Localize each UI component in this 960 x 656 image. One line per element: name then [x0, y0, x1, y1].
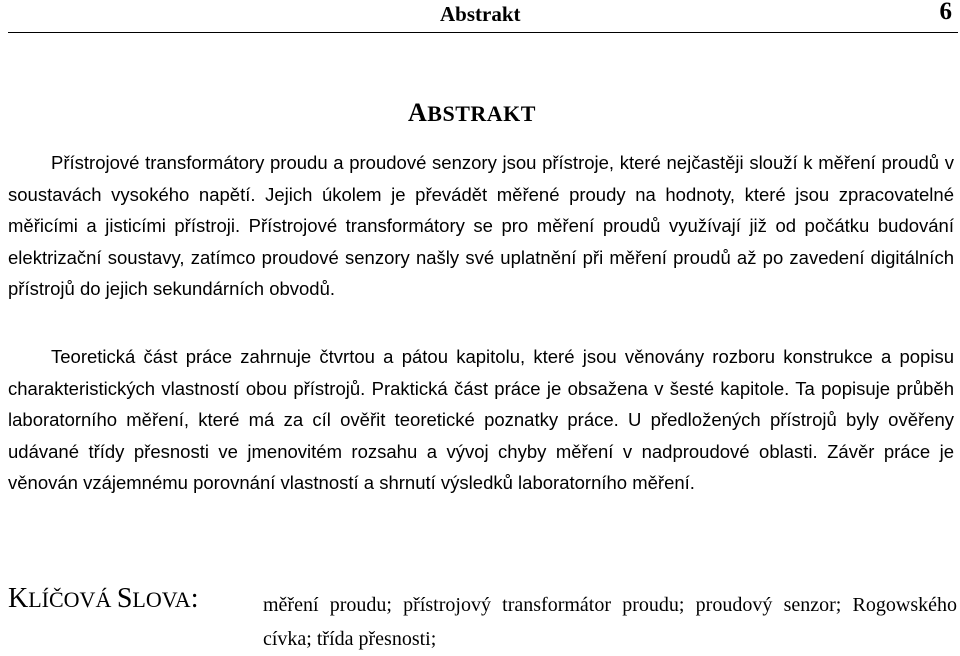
abstract-paragraph-2-text: Teoretická část práce zahrnuje čtvrtou a pátou kapitolu, které jsou věnovány rozboru konstrukce a popisu charakteristických vlastností obou přístrojů. Praktická část práce je obsažena v šesté kapitole. Ta popisuje průběh laboratorního měření, které má za cíl ověřit teoretické poznatky práce. U předložených přístrojů byly ověřeny udávané třídy přesnosti ve jmenovitém rozsahu a vývoj chyby měření v nadproudové oblasti. Závěr práce je věnován vzájemnému porovnání vlastností a shrnutí výsledků laboratorního měření. [8, 346, 954, 494]
keywords-label-initial-1: K [8, 583, 29, 614]
keywords-label-initial-2: S [116, 583, 133, 614]
keywords-label [8, 583, 198, 615]
keywords-label-colon: : [190, 583, 199, 614]
page-header [8, 0, 958, 33]
page-number: 6 [939, 0, 952, 25]
abstract-paragraph-1-text: Přístrojové transformátory proudu a proudové senzory jsou přístroje, které nejčastěji slouží k měření proudů v soustavách vysokého napětí. Jejich úkolem je převádět měřené proudy na hodnoty, které jsou zpracovatelné měřicími a jisticími přístroji. Přístrojové transformátory se pro měření proudů využívají již od počátku budování elektrizační soustavy, zatímco proudové senzory našly své uplatnění při měření proudů až po zavedení digitálních přístrojů do jejich sekundárních obvodů. [8, 152, 954, 300]
section-heading [408, 98, 536, 128]
abstract-paragraph-2 [8, 341, 954, 499]
running-header-title: Abstrakt [440, 2, 521, 26]
keywords-text: měření proudu; přístrojový transformátor proudu; proudový senzor; Rogowského cívka; třída přesnosti; [263, 594, 957, 650]
keywords-label-rest-2: LOVA [132, 587, 191, 612]
heading-rest: BSTRAKT [427, 101, 536, 126]
abstract-paragraph-1 [8, 147, 954, 305]
heading-initial: A [408, 98, 428, 127]
keywords-label-rest-1: LÍČOVÁ [28, 587, 117, 612]
